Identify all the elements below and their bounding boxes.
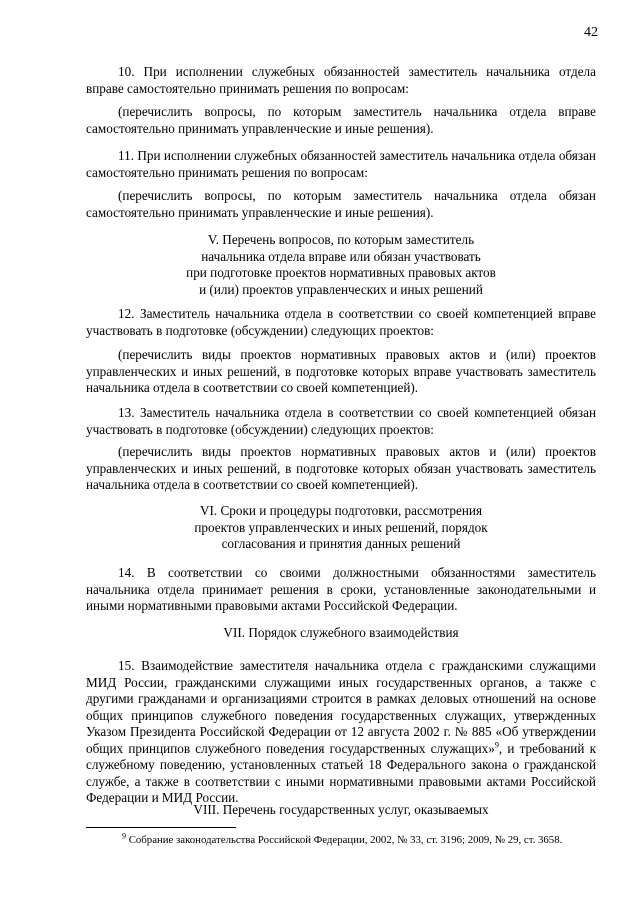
paragraph-15-text-cont: , и требований к служебному поведению, установленных статьей 18 Федерального закона о гражданской службе, а также в соответствии с иными нормативными правовыми актами Российской Федерации и МИД России.: [86, 740, 596, 805]
paragraph-14: 14. В соответствии со своими должностными обязанностями заместитель начальника отдела принимает решения в сроки, установленные законодательными и иными нормативными правовыми актами Российской Федерации.: [86, 565, 596, 613]
paragraph-12: 12. Заместитель начальника отдела в соответствии со своей компетенцией вправе участвовать в подготовке (обсуждении) следующих проектов:: [86, 306, 596, 338]
paragraph-15: [86, 658, 596, 807]
section-heading-viii: VIII. Перечень государственных услуг, оказываемых: [193, 802, 489, 817]
paragraph-11: 11. При исполнении служебных обязанностей заместитель начальника отдела обязан самостоятельно принимать решения по вопросам:: [86, 148, 596, 180]
footnote-ref: 9: [494, 740, 499, 750]
heading-line: согласования и принятия данных решений: [221, 536, 461, 551]
heading-line: при подготовке проектов нормативных правовых актов: [186, 265, 496, 280]
heading-line: VI. Сроки и процедуры подготовки, рассмотрения: [199, 503, 483, 518]
paragraph-11-note: (перечислить вопросы, по которым заместитель начальника отдела обязан самостоятельно принимать управленческие и иные решения).: [86, 188, 596, 220]
footnote-text: Собрание законодательства Российской Федерации, 2002, № 33, ст. 3196; 2009, № 29, ст. 3658.: [128, 834, 563, 846]
heading-line: V. Перечень вопросов, по которым заместитель: [207, 232, 475, 247]
paragraph-10-note: (перечислить вопросы, по которым заместитель начальника отдела вправе самостоятельно принимать управленческие и иные решения).: [86, 104, 596, 136]
paragraph-10: 10. При исполнении служебных обязанностей заместитель начальника отдела вправе самостоятельно принимать решения по вопросам:: [86, 64, 596, 96]
paragraph-12-note: (перечислить виды проектов нормативных правовых актов и (или) проектов управленческих и иных решений, в подготовке которых вправе участвовать заместитель начальника отдела в соответствии со своей компетенцией).: [86, 347, 596, 395]
heading-line: начальника отдела вправе или обязан участвовать: [201, 248, 481, 264]
heading-line: и (или) проектов управленческих и иных решений: [199, 281, 483, 297]
footnote-mark: 9: [122, 831, 126, 841]
section-heading-v: [86, 232, 596, 298]
paragraph-13: 13. Заместитель начальника отдела в соответствии со своей компетенцией обязан участвовать в подготовке (обсуждении) следующих проектов:: [86, 405, 596, 437]
footnote: [86, 831, 596, 847]
paragraph-15-text: 15. Взаимодействие заместителя начальника отдела с гражданскими служащими МИД России, гражданскими служащими иных государственных органов, а также с другими гражданами и организациями строится в рамках деловых отношений на основе общих принципов служебного поведения государственных служащих, утвержденных Указом Президента Российской Федерации от 12 августа 2002 г. № 885 «Об утверждении общих принципов служебного поведения государственных служащих»: [86, 658, 596, 756]
heading-line: проектов управленческих и иных решений, порядок: [194, 519, 488, 535]
page-number: 42: [584, 25, 598, 40]
footnote-divider: [86, 827, 236, 828]
section-heading-vi: [86, 503, 596, 553]
section-heading-vii: VII. Порядок служебного взаимодействия: [223, 625, 459, 640]
paragraph-13-note: (перечислить виды проектов нормативных правовых актов и (или) проектов управленческих и иных решений, в подготовке которых обязан участвовать заместитель начальника отдела в соответствии со своей компетенцией).: [86, 444, 596, 492]
